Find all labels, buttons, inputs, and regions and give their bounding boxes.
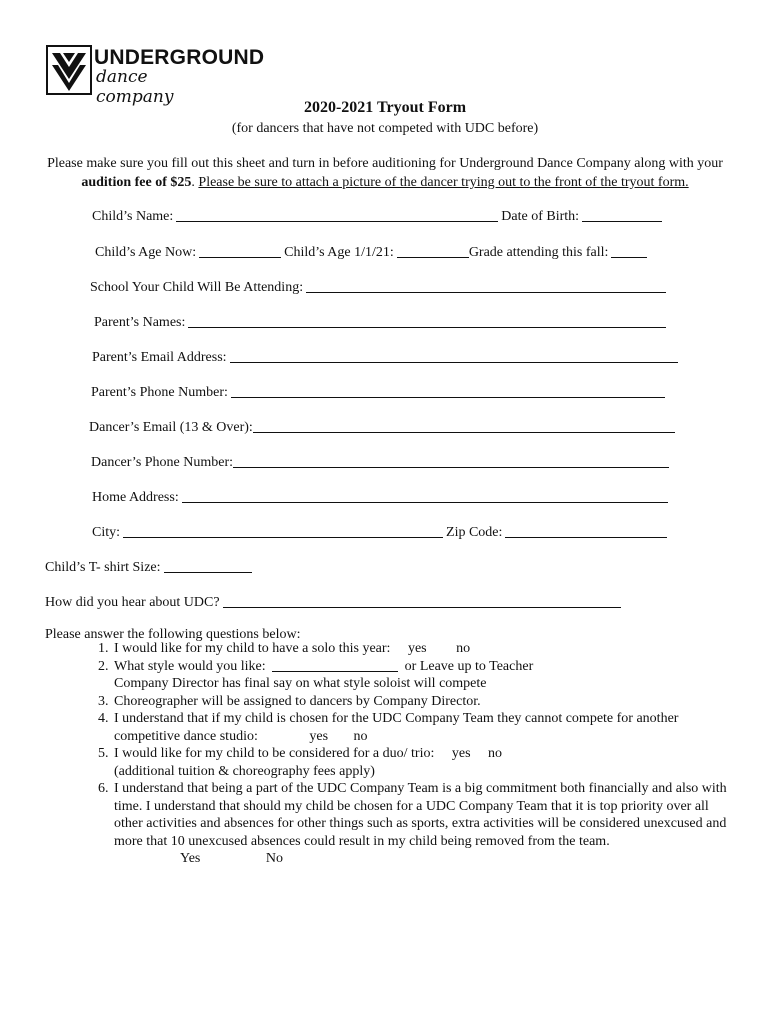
attach-picture-note: Please be sure to attach a picture of the dancer trying out to the front of the tryout form. xyxy=(198,175,689,190)
question-2-text-b: or Leave up to Teacher xyxy=(404,658,534,674)
form-subtitle: (for dancers that have not competed with UDC before) xyxy=(231,121,539,136)
question-4 xyxy=(112,710,732,745)
row-child-name xyxy=(92,207,665,225)
q1-yes-option[interactable]: yes xyxy=(407,641,427,656)
parent-names-label: Parent’s Names: xyxy=(94,315,186,330)
q6-yes-option[interactable]: Yes xyxy=(180,851,201,866)
row-tshirt xyxy=(45,558,255,576)
parent-email-label: Parent’s Email Address: xyxy=(92,350,227,365)
q5-yes-option[interactable]: yes xyxy=(451,746,471,761)
form-title: 2020-2021 Tryout Form xyxy=(303,99,467,116)
row-heard-about xyxy=(45,593,624,611)
question-3 xyxy=(112,693,732,711)
city-label: City: xyxy=(92,525,121,540)
tshirt-label: Child’s T- shirt Size: xyxy=(45,560,161,575)
question-6 xyxy=(112,780,732,868)
q1-no-option[interactable]: no xyxy=(456,641,471,656)
grade-label: Grade attending this fall: xyxy=(468,245,609,260)
row-parent-names xyxy=(94,313,669,331)
row-ages xyxy=(95,243,650,261)
intro-text-1: Please make sure you fill out this sheet and turn in before auditioning for Underground Dance Company along with your xyxy=(47,156,723,171)
row-parent-phone xyxy=(91,383,668,401)
q5-no-option[interactable]: no xyxy=(488,746,503,761)
question-2-text: What style would you like: xyxy=(114,658,266,674)
zip-label: Zip Code: xyxy=(446,525,503,540)
company-logo xyxy=(46,45,265,107)
tshirt-field[interactable] xyxy=(164,558,252,573)
dancer-phone-field[interactable] xyxy=(233,453,669,468)
school-field[interactable] xyxy=(306,278,666,293)
audition-fee-text: audition fee of $25 xyxy=(81,175,192,190)
row-school xyxy=(90,278,669,296)
heard-about-label: How did you hear about UDC? xyxy=(45,595,220,610)
row-home-address xyxy=(92,488,671,506)
parent-phone-field[interactable] xyxy=(231,383,665,398)
age-now-label: Child’s Age Now: xyxy=(95,245,197,260)
home-address-field[interactable] xyxy=(182,488,668,503)
row-dancer-phone xyxy=(91,453,672,471)
row-dancer-email xyxy=(89,418,678,436)
row-parent-email xyxy=(92,348,681,366)
dob-field[interactable] xyxy=(582,207,662,222)
question-5-note: (additional tuition & choreography fees apply) xyxy=(114,763,375,779)
child-name-label: Child’s Name: xyxy=(92,209,174,224)
heard-about-field[interactable] xyxy=(223,593,621,608)
age-date-label: Child’s Age 1/1/21: xyxy=(284,245,394,260)
parent-email-field[interactable] xyxy=(230,348,678,363)
questions-list xyxy=(45,640,732,868)
question-1 xyxy=(112,640,732,658)
question-4-text: I understand that if my child is chosen for the UDC Company Team they cannot compete for another competitive dance studio: xyxy=(114,711,679,744)
logo-emblem-icon xyxy=(46,45,92,95)
grade-field[interactable] xyxy=(611,243,647,258)
child-name-field[interactable] xyxy=(176,207,498,222)
question-5 xyxy=(112,745,732,780)
zip-field[interactable] xyxy=(505,523,667,538)
q4-no-option[interactable]: no xyxy=(353,728,368,744)
q6-no-option[interactable]: No xyxy=(265,851,283,866)
age-now-field[interactable] xyxy=(199,243,281,258)
dancer-phone-label: Dancer’s Phone Number: xyxy=(91,455,234,470)
question-3-text: Choreographer will be assigned to dancers by Company Director. xyxy=(114,693,481,709)
logo-text-dance-company: dance company xyxy=(96,67,174,107)
intro-text-2: . xyxy=(191,175,199,190)
dob-label: Date of Birth: xyxy=(501,209,580,224)
question-2-note: Company Director has final say on what style soloist will compete xyxy=(114,676,487,691)
question-2 xyxy=(112,658,732,693)
question-1-text: I would like for my child to have a solo this year: xyxy=(114,641,391,656)
row-city-zip xyxy=(92,523,670,541)
parent-names-field[interactable] xyxy=(188,313,666,328)
age-date-field[interactable] xyxy=(397,243,469,258)
question-6-text: I understand that being a part of the UDC Company Team is a big commitment both financially and also with time. I understand that should my child be chosen for a UDC Company Team that it is top priority over all other activities and absences for other things such as sports, extra activities will be considered unexcused and more that 10 unexcused absences could result in my child being removed from the team. xyxy=(114,781,727,849)
dancer-email-label: Dancer’s Email (13 & Over): xyxy=(89,420,253,435)
parent-phone-label: Parent’s Phone Number: xyxy=(91,385,228,400)
dancer-email-field[interactable] xyxy=(253,418,675,433)
city-field[interactable] xyxy=(123,523,443,538)
style-field[interactable] xyxy=(272,659,398,672)
school-label: School Your Child Will Be Attending: xyxy=(90,280,304,295)
question-5-text: I would like for my child to be considered for a duo/ trio: xyxy=(114,746,435,761)
logo-text-underground: UNDERGROUND xyxy=(94,46,265,69)
home-address-label: Home Address: xyxy=(92,490,179,505)
intro-paragraph xyxy=(40,154,730,192)
questions-intro: Please answer the following questions below: xyxy=(45,627,301,642)
q4-yes-option[interactable]: yes xyxy=(309,728,329,744)
